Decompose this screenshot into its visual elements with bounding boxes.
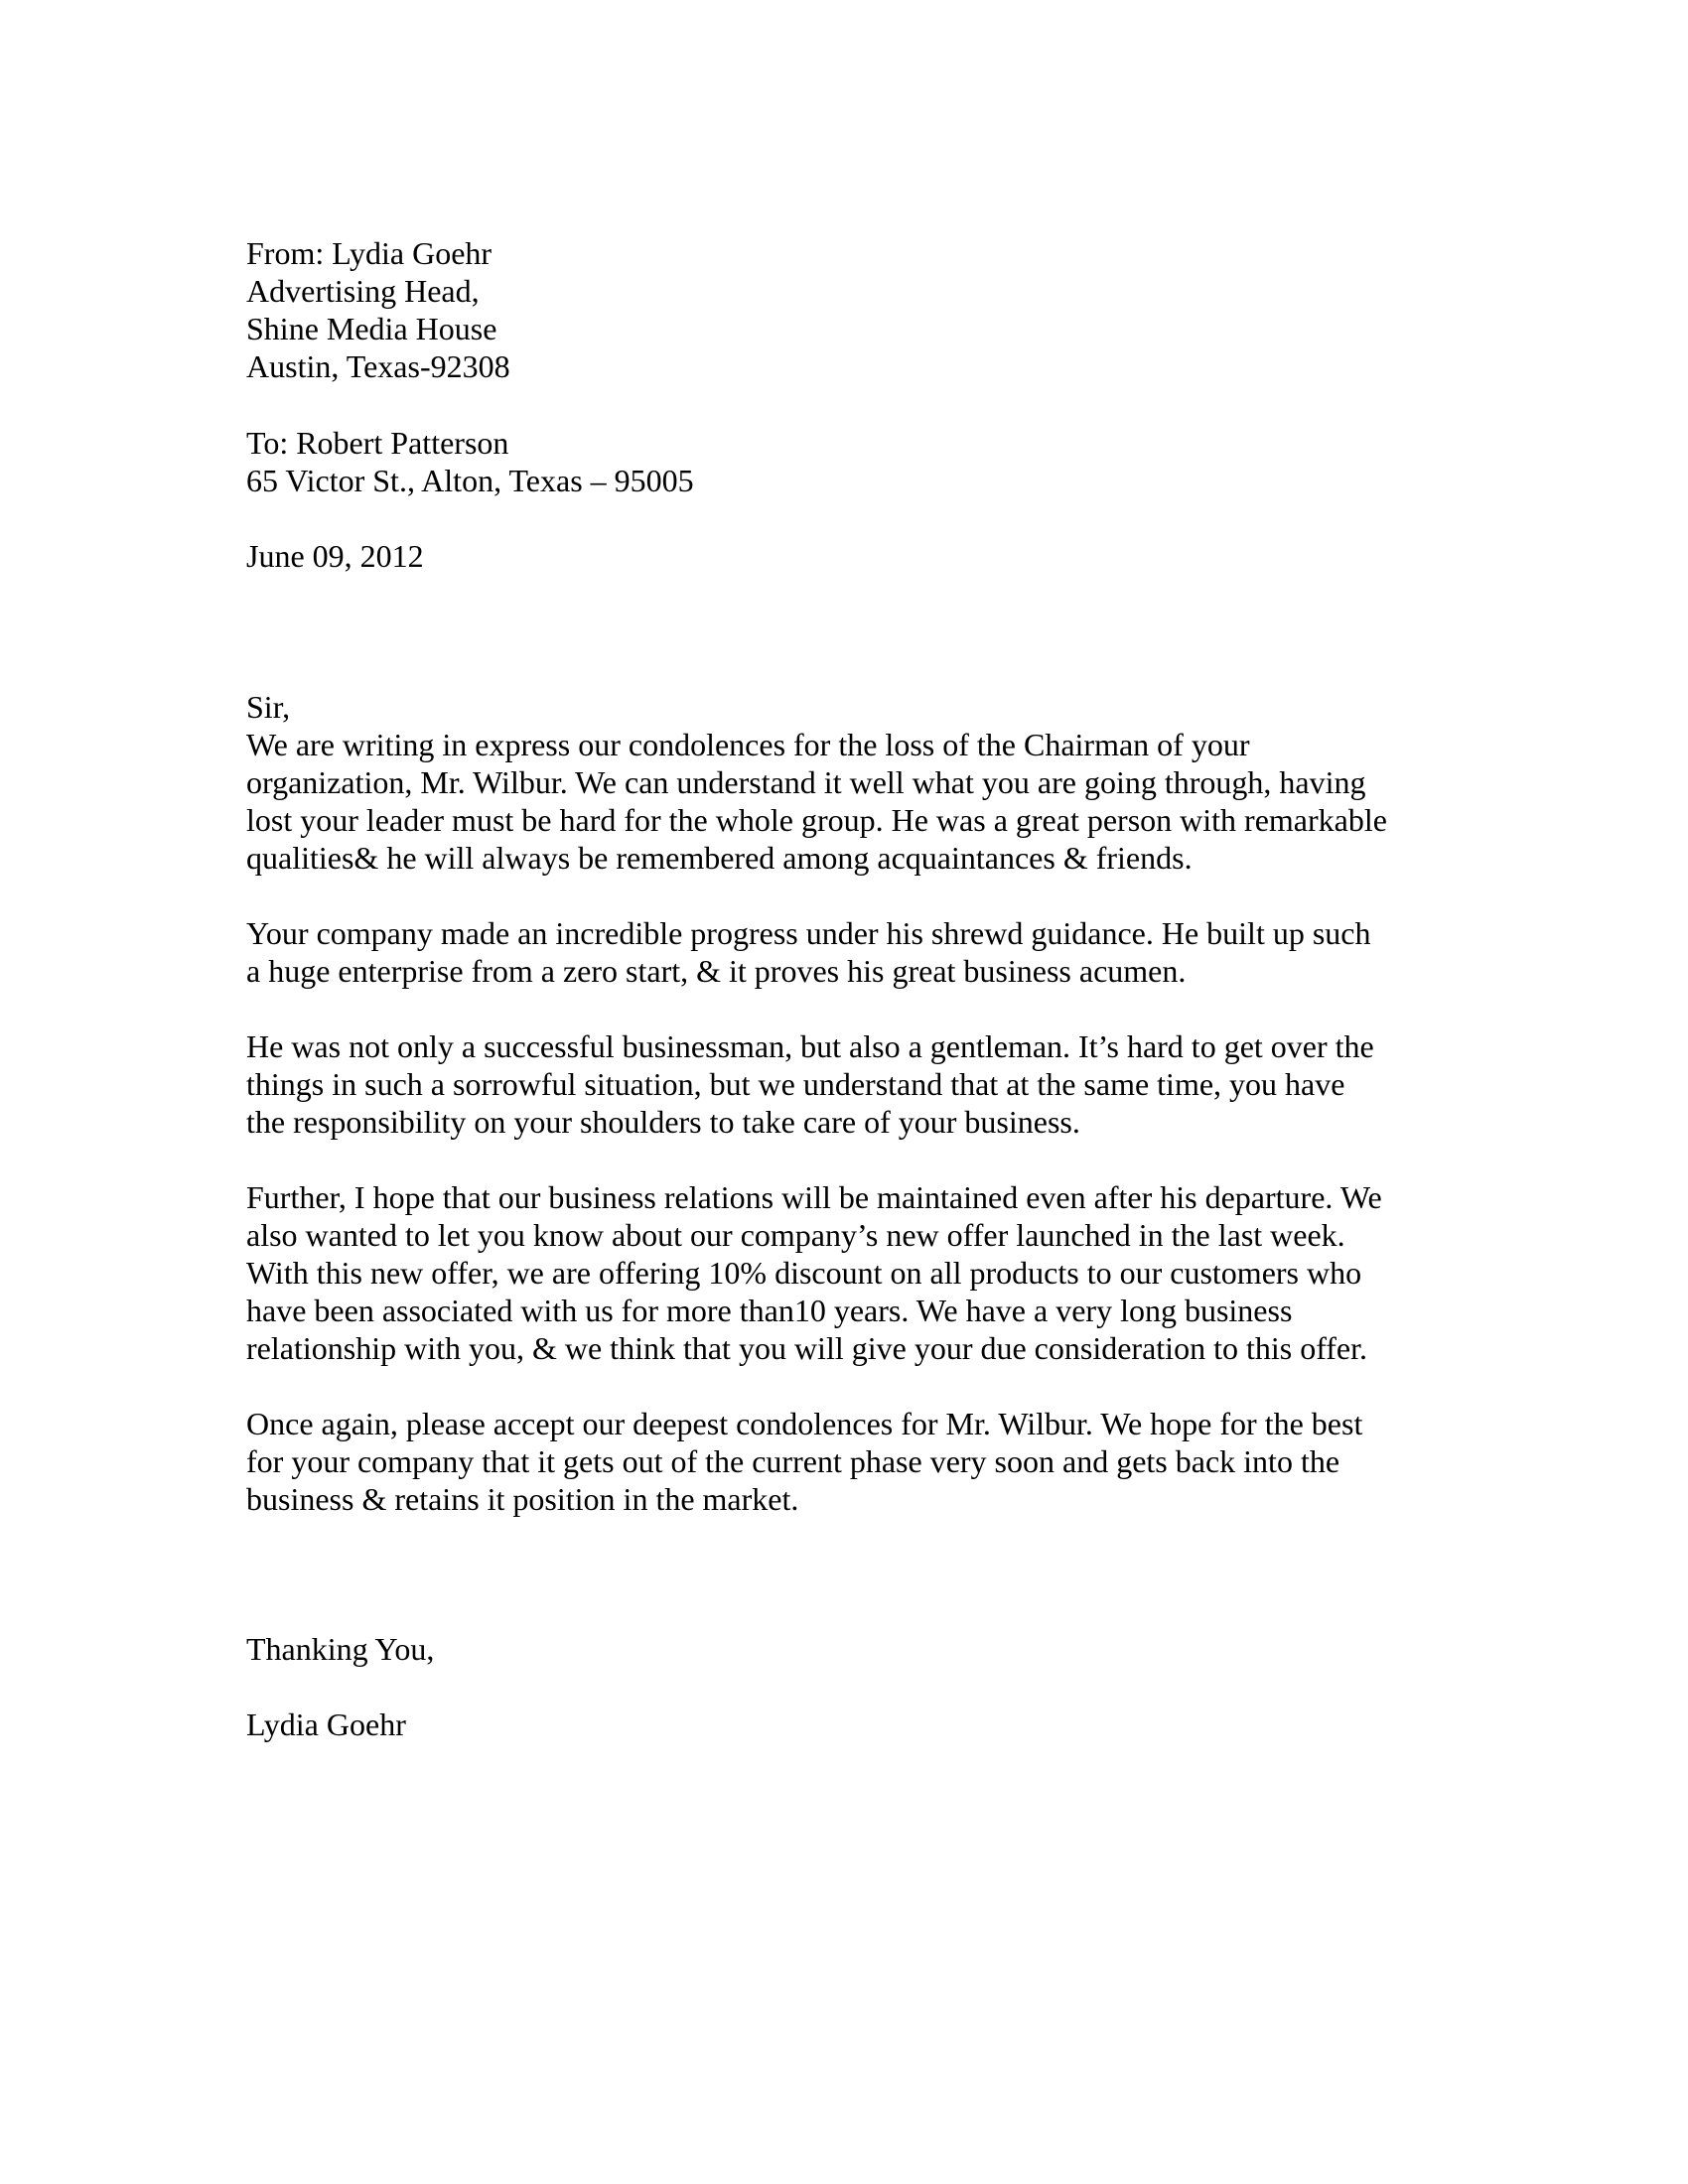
paragraph-line: We are writing in express our condolences for the loss of the Chairman of your xyxy=(246,727,1250,762)
sender-address-block xyxy=(246,234,1468,385)
paragraph-line: organization, Mr. Wilbur. We can understand it well what you are going through, having xyxy=(246,764,1366,800)
paragraph-line: the responsibility on your shoulders to take care of your business. xyxy=(246,1104,1080,1140)
paragraph-line: a huge enterprise from a zero start, & it proves his great business acumen. xyxy=(246,953,1187,989)
paragraph-line: qualities& he will always be remembered among acquaintances & friends. xyxy=(246,840,1193,876)
closing-line: Thanking You, xyxy=(246,1631,435,1667)
body-paragraph-2 xyxy=(246,914,1468,990)
paragraph-line: also wanted to let you know about our company’s new offer launched in the last week. xyxy=(246,1217,1345,1253)
body-paragraph-1 xyxy=(246,726,1468,877)
paragraph-line: have been associated with us for more than10 years. We have a very long business xyxy=(246,1293,1293,1328)
sender-company-line: Shine Media House xyxy=(246,311,497,346)
paragraph-line: for your company that it gets out of the current phase very soon and gets back into the xyxy=(246,1443,1340,1479)
letter-date: June 09, 2012 xyxy=(246,538,424,574)
paragraph-line: business & retains it position in the market. xyxy=(246,1481,799,1517)
recipient-street-line: 65 Victor St., Alton, Texas – 95005 xyxy=(246,463,694,498)
paragraph-line: With this new offer, we are offering 10% discount on all products to our customers who xyxy=(246,1255,1362,1291)
paragraph-line: Your company made an incredible progress under his shrewd guidance. He built up such xyxy=(246,915,1371,951)
paragraph-line: relationship with you, & we think that you will give your due consideration to this offer. xyxy=(246,1330,1368,1366)
sender-title-line: Advertising Head, xyxy=(246,273,480,309)
recipient-address-block xyxy=(246,424,1468,499)
paragraph-line: things in such a sorrowful situation, but we understand that at the same time, you have xyxy=(246,1066,1345,1102)
paragraph-line: He was not only a successful businessman, but also a gentleman. It’s hard to get over the xyxy=(246,1028,1374,1064)
sender-name-line: From: Lydia Goehr xyxy=(246,235,492,271)
body-paragraph-3 xyxy=(246,1027,1468,1141)
body-paragraph-4 xyxy=(246,1178,1468,1367)
recipient-name-line: To: Robert Patterson xyxy=(246,425,509,461)
sender-city-line: Austin, Texas-92308 xyxy=(246,348,510,384)
paragraph-line: Further, I hope that our business relations will be maintained even after his departure. We xyxy=(246,1179,1382,1215)
body-paragraph-5 xyxy=(246,1405,1468,1518)
salutation: Sir, xyxy=(246,689,291,725)
paragraph-line: Once again, please accept our deepest condolences for Mr. Wilbur. We hope for the best xyxy=(246,1406,1363,1441)
signature-name: Lydia Goehr xyxy=(246,1706,406,1742)
paragraph-line: lost your leader must be hard for the whole group. He was a great person with remarkable xyxy=(246,802,1387,838)
